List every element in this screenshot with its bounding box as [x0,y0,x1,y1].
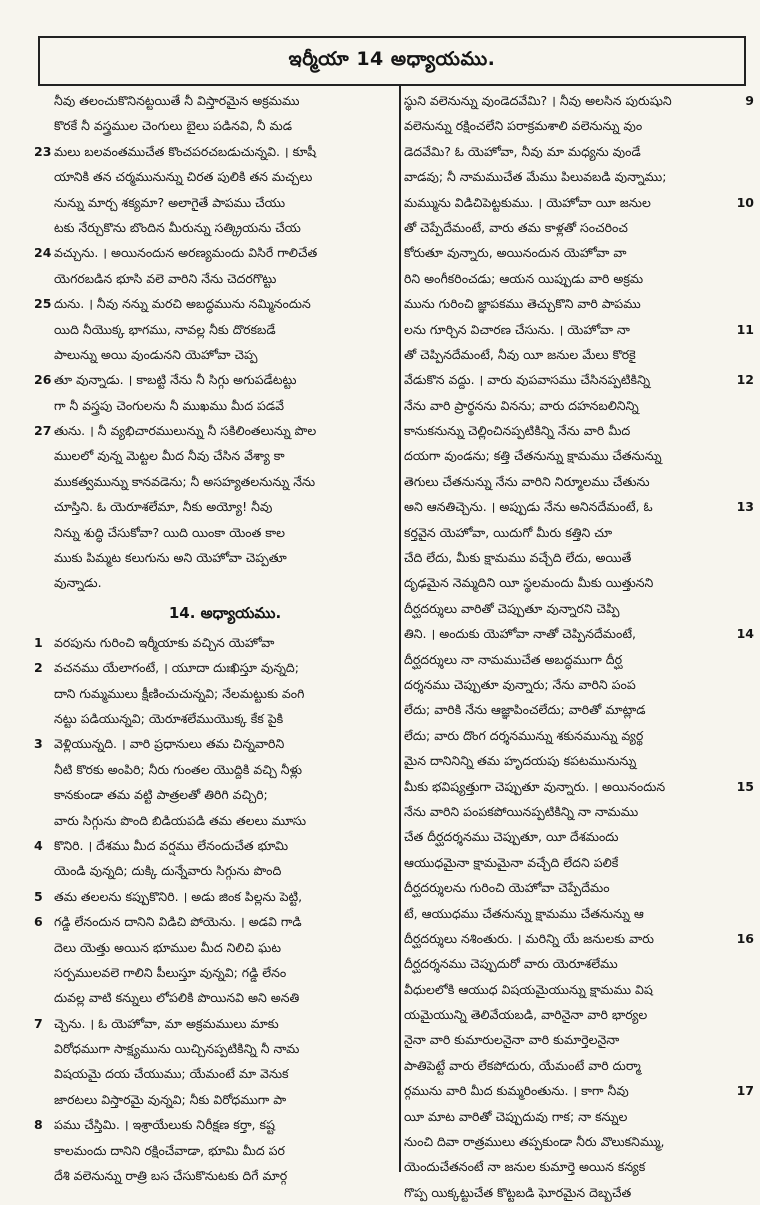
text-line [404,88,754,113]
text-line [34,520,396,545]
line-text: కోరుతూ వున్నారు, అయినందున యెహోవా వా [404,245,627,261]
text-line [404,570,754,595]
text-line [34,909,396,934]
text-line [34,985,396,1010]
line-text: వెళ్లియున్నది. । వారి ప్రధానులు తమ చిన్నవారిని [54,736,285,752]
verse-number: 27 [34,423,52,439]
text-line [34,291,396,316]
line-text: పము చేస్తిమి. । ఇశ్రాయేలుకు నిరీక్షణ కర్తా, కష్ట [54,1117,275,1133]
line-text: నీవు తలంచుకొనినట్టయితే నీ విస్తారమైన అక్రమము [54,93,300,108]
line-text: నుంచి దివా రాత్రములు తప్పకుండా నీరు వొలుకనిమ్ము, [404,1134,665,1150]
text-line [404,266,754,291]
text-line [34,139,396,164]
text-line [404,393,754,418]
text-line [404,824,754,849]
verse-number: 3 [34,736,43,752]
text-line [404,1027,754,1052]
line-text: అని ఆనతిచ్చెను. । అప్పుడు నేను అనినదేమంటే, ఓ [404,499,653,515]
line-text: మలు బలవంతముచేత కొంచపరచబడుచున్నవి. । కూషీ [54,143,317,159]
verse-number: 14 [736,626,754,642]
chapter-header-title: ఇర్మీయా 14 అధ్యాయము. [288,47,496,70]
text-line [34,266,396,291]
line-text: నీటి కొరకు అంపిరి; నీరు గుంతల యొద్దికి వచ్చి నీళ్లు [54,761,303,777]
line-text: డెదవేమి? ఓ యెహోవా, నీవు మా మధ్యను వుండే [404,143,641,159]
line-text: తో చెప్పేదేమంటే, వారు తమ కాళ్లతో సంచరించ [404,219,628,235]
text-line [404,672,754,697]
line-text: రిని అంగీకరించడు; ఆయన యిప్పుడు వారి అక్రమ [404,270,644,286]
text-line [34,1112,396,1137]
line-text: దువల్ల వాటి కన్నులు లోపలికి పొయినవి అని అనతి [54,990,300,1006]
text-line [34,858,396,883]
text-line [404,926,754,951]
line-text: చేత దీర్ఘదర్శనము చెప్పుతూ, యీ దేశమందు [404,829,619,845]
line-text: వాడవు; నీ నామముచేత మేము పిలువబడి వున్నాము; [404,169,667,185]
text-line [404,139,754,164]
line-text: వరపును గురించి ఇర్మీయాకు వచ్చిన యెహోవా [54,634,275,650]
text-line [404,494,754,519]
verse-number: 12 [736,372,754,388]
text-line [404,317,754,342]
verse-number: 11 [736,321,754,337]
line-text: వీధులలోకి ఆయుధ విషయమైయున్ను క్షామము విష [404,981,653,997]
text-line [404,621,754,646]
line-text: దేశి వలెనున్ను రాత్రి బస చేసుకొనుటకు దిగే మార్గ [54,1168,288,1184]
line-text: దీర్ఘదర్శనము చెప్పుదురో వారు యెరూశలేము [404,956,618,972]
text-line [34,317,396,342]
line-text: నట్టు పడియున్నవి; యెరూశలేముయొక్క కేక పైకి [54,710,284,726]
text-line [404,240,754,265]
line-text: దును. । నీవు నన్ను మరచి అబద్ధమును నమ్మినందున [54,296,311,312]
line-text: దీర్ఘదర్శులు నశింతురు. । మరిన్ని యే జనులకు వారు [404,930,654,946]
line-text: తమ తలలను కప్పుకొనిరి. । అడు జింక పిల్లను పెట్టి, [54,888,303,904]
line-text: వున్నాడు. [54,575,102,591]
text-line [404,113,754,138]
verse-number: 1 [34,634,43,650]
line-text: గడ్డి లేనందున దానిని విడిచి పోయెను. । అడవి గాడి [54,914,302,930]
text-line [34,342,396,367]
text-line [404,190,754,215]
line-text: మీకు భవిష్యత్తుగా చెప్పుతూ వున్నారు. । అయినందున [404,778,666,794]
text-line [404,443,754,468]
text-line [404,697,754,722]
line-text: స్థుని వలెనున్ను వుండెదవేమి? । నీవు అలసిన పురుషుని [404,93,672,108]
verse-number: 24 [34,245,52,261]
text-line [404,1154,754,1179]
text-line [34,960,396,985]
text-line [34,757,396,782]
verse-number: 15 [736,778,754,794]
line-text: వచనము యేలాగంటే, । యూదా దుఃఖిస్తూ వున్నది; [54,660,299,676]
text-line [404,1104,754,1129]
verse-number: 4 [34,837,43,853]
text-line [404,367,754,392]
verse-number: 23 [34,143,52,159]
text-line [404,520,754,545]
line-text: వచ్చును. । అయినందున అరణ్యమందు విసిరే గాలిచేత [54,245,318,261]
line-text: పాతిపెట్టే వారు లేకపోదురు, యేమంటే వారి దుర్మా [404,1057,641,1073]
line-text: యెందుచేతనంటే నా జనుల కుమార్తె అయిన కన్యక [404,1159,646,1175]
verse-number: 7 [34,1015,43,1031]
text-line [34,367,396,392]
line-text: ములలో వున్న మెట్టల మీద నీవు చేసిన వేశ్యా కా [54,448,285,464]
line-text: కర్తవైన యెహోవా, యిదుగో మీరు కత్తిని చూ [404,524,613,540]
line-text: నున్ను మార్చ శక్యమా? అలాగైతే పాపము చేయు [54,194,286,210]
text-line [34,808,396,833]
text-line [34,1036,396,1061]
text-line [404,901,754,926]
text-line [404,545,754,570]
line-text: నిన్ను శుద్ధి చేసుకోవా? యిది యింకా యెంత కాల [54,524,286,540]
text-line [34,190,396,215]
chapter-heading [34,596,396,630]
line-text: చేది లేదు, మీకు క్షామము వచ్చేది లేదు, అయితే [404,550,632,566]
left-column [34,88,396,1188]
line-text: కానకుండా తమ వట్టి పాత్రలతో తిరిగి వచ్చిరి; [54,787,268,803]
line-text: కాలమందు దానిని రక్షించేవాడా, భూమి మీద పర [54,1142,285,1158]
line-text: కానుకనున్ను చెల్లించినప్పటికిన్ని నేను వారి మీద [404,423,631,439]
line-text: మైన దానినిన్ని తమ హృదయపు కపటమునున్ను [404,753,637,769]
text-line [404,1002,754,1027]
column-divider [399,86,401,1172]
line-text: జారటలు విస్తారమై వున్నవి; నీకు విరోధముగా పా [54,1091,287,1107]
line-text: చూస్తిని. ఓ యెరూశలేమా, నీకు అయ్యో! నీవు [54,499,273,515]
verse-number: 17 [736,1083,754,1099]
right-column [404,88,754,1205]
text-line [404,850,754,875]
line-text: టే, ఆయుధము చేతనున్ను క్షామము చేతనున్ను ఆ [404,905,644,921]
line-text: దీర్ఘదర్శులను గురించి యెహోవా చెప్పేదేమం [404,880,610,896]
text-line [404,215,754,240]
line-text: వారు సిగ్గును పొంది బిడియపడి తమ తలలు మూసు [54,812,307,828]
text-line [404,291,754,316]
text-line [34,393,396,418]
line-text: లేదు; వారు దొంగ దర్శనమున్ను శకునమున్ను వ్యర్థ [404,727,644,743]
line-text: ఆయుధమైనా క్షామమైనా వచ్చేది లేదని పలికే [404,854,619,870]
text-line [34,655,396,680]
line-text: దీర్ఘదర్శులు వారితో చెప్పుతూ వున్నారని చెప్పి [404,600,620,616]
verse-number: 8 [34,1117,43,1133]
text-line [404,774,754,799]
line-text: మమ్మును విడిచిపెట్టకుము. । యెహోవా యీ జనుల [404,194,651,210]
line-text: దయగా వుండను; కత్తి చేతనున్ను క్షామము చేతనున్ను [404,448,662,464]
line-text: మును గురించి జ్ఞాపకము తెచ్చుకొని వారి పాపము [404,296,641,312]
text-line [34,570,396,595]
text-line [404,977,754,1002]
line-text: తో చెప్పినదేమంటే, నీవు యీ జనుల మేలు కొరకై [404,346,636,362]
line-text: గా నీ వస్త్రపు చెంగులను నీ ముఖము మీద పడవే [54,397,285,413]
line-text: యీ మాట వారితో చెప్పుదువు గాక; నా కన్నుల [404,1108,628,1124]
text-line [34,884,396,909]
line-text: యెగరబడిన భూసి వలె వారిని నేను చెదరగొట్టు [54,270,277,286]
text-line [404,164,754,189]
line-text: లను గూర్చిన విచారణ చేసును. । యెహోవా నా [404,321,630,337]
line-text: 14. అధ్యాయము. [168,603,282,622]
text-line [34,240,396,265]
line-text: సర్పములవలె గాలిని పీలుస్తూ వున్నవి; గడ్డి లేనం [54,964,287,980]
verse-number: 10 [736,194,754,210]
text-line [34,1163,396,1188]
text-line [404,342,754,367]
verse-number: 13 [736,499,754,515]
text-line [34,1011,396,1036]
text-line [404,951,754,976]
chapter-header [38,36,746,86]
text-line [404,875,754,900]
text-line [404,1053,754,1078]
line-text: దాని గుమ్మములు క్షీణించుచున్నవి; నేలమట్టుకు వంగి [54,685,305,701]
text-line [404,418,754,443]
text-line [404,469,754,494]
verse-number: 9 [745,93,754,108]
line-text: కొరకే నీ వస్త్రముల చెంగులు బైలు పడినవి, నీ మడ [54,118,292,134]
line-text: తూ వున్నాడు. । కాబట్టి నేను నీ సిగ్గు అగుపడేటట్టు [54,372,297,388]
line-text: వలెనున్ను రక్షించలేని పరాక్రమశాలి వలెనున్ను వుం [404,118,643,134]
line-text: చ్చెను. । ఓ యెహోవా, మా అక్రమములు మాకు [54,1015,279,1031]
text-line [404,723,754,748]
text-line [404,647,754,672]
text-line [34,731,396,756]
text-line [34,164,396,189]
text-line [404,1180,754,1205]
text-line [34,469,396,494]
line-text: దర్శనము చెప్పుతూ వున్నారు; నేను వారిని పంప [404,676,636,692]
text-line [34,113,396,138]
line-text: నేను వారిని పంపకపోయినప్పటికిన్ని నా నామము [404,803,639,819]
line-text: దెలు యెత్తు అయిన భూముల మీద నిలిచి ఘట [54,939,282,955]
line-text: నేను వారి ప్రార్థనను వినను; వారు దహనబలినిన్ని [404,397,639,413]
text-line [404,799,754,824]
line-text: కొనిరి. । దేశము మీద వర్షము లేనందుచేత భూమి [54,837,289,853]
line-text: విషయమై దయ చేయుము; యేమంటే మా వెనుక [54,1066,289,1082]
text-line [34,706,396,731]
text-line [34,1087,396,1112]
line-text: యిది నీయొక్క భాగము, నావల్ల నీకు దొరకబడే [54,321,276,337]
text-line [34,418,396,443]
line-text: యెండి వున్నది; దుక్కి దున్నేవారు సిగ్గును పొంది [54,863,282,879]
text-line [34,1061,396,1086]
line-text: లేదు; వారికి నేను ఆజ్ఞాపించలేదు; వారితో మాట్లాడ [404,702,646,718]
text-line [34,935,396,960]
line-text: పాలున్ను అయి వుండునని యెహోవా చెప్ప [54,346,258,362]
text-line [34,494,396,519]
line-text: యానికి తన చర్మమునున్ను చిరత పులికి తన మచ్చలు [54,169,313,185]
text-line [404,596,754,621]
verse-number: 25 [34,296,52,312]
verse-number: 5 [34,888,43,904]
text-line [34,88,396,113]
verse-number: 16 [736,930,754,946]
text-line [34,630,396,655]
line-text: తిని. । అందుకు యెహోవా నాతో చెప్పినదేమంటే, [404,626,636,642]
text-line [34,782,396,807]
line-text: విరోధముగా సాక్ష్యమును యిచ్చినప్పటికిన్ని నీ నామ [54,1041,300,1057]
line-text: వేడుకొన వద్దు. । వారు వుపవాసము చేసినప్పటికిన్ని [404,372,651,388]
line-text: టకు నేర్చుకొను బొందిన మీరున్ను సత్క్రియను చేయ [54,219,301,235]
line-text: తును. । నీ వ్యభిచారములున్ను నీ సకిలింతలున్ను పొల [54,423,317,439]
line-text: నైనా వారి కుమారులనైనా వారి కుమార్తెలనైనా [404,1032,620,1048]
line-text: గొప్ప యిక్కట్టుచేత కొట్టబడి ఘోరమైన దెబ్బచేత [404,1184,632,1200]
line-text: ముకు పిమ్మట కలుగును అని యెహోవా చెప్పతూ [54,550,287,566]
text-line [34,1138,396,1163]
line-text: దృఢమైన నెమ్మదిని యీ స్థలమందు మీకు యిత్తునని [404,575,654,591]
verse-number: 6 [34,914,43,930]
verse-number: 26 [34,372,52,388]
text-line [34,215,396,240]
verse-number: 2 [34,660,43,676]
text-line [34,681,396,706]
text-line [404,1078,754,1103]
text-line [404,1129,754,1154]
text-line [404,748,754,773]
line-text: ముకత్వమున్ను కానవడెను; నీ అసహ్యతలనున్ను నేను [54,473,316,489]
line-text: దీర్ఘదర్శులు నా నామముచేత అబద్ధముగా దీర్ఘ [404,651,623,667]
line-text: యమైయున్ని తెలివేయబడి, వారినైనా వారి భార్యల [404,1007,648,1023]
text-line [34,443,396,468]
line-text: ర్గమును వారి మీద కుమ్మరింతును. । కాగా నీవు [404,1083,629,1099]
line-text: తెగులు చేతనున్ను నేను వారిని నిర్మూలము చేతును [404,473,650,489]
text-line [34,545,396,570]
text-line [34,833,396,858]
